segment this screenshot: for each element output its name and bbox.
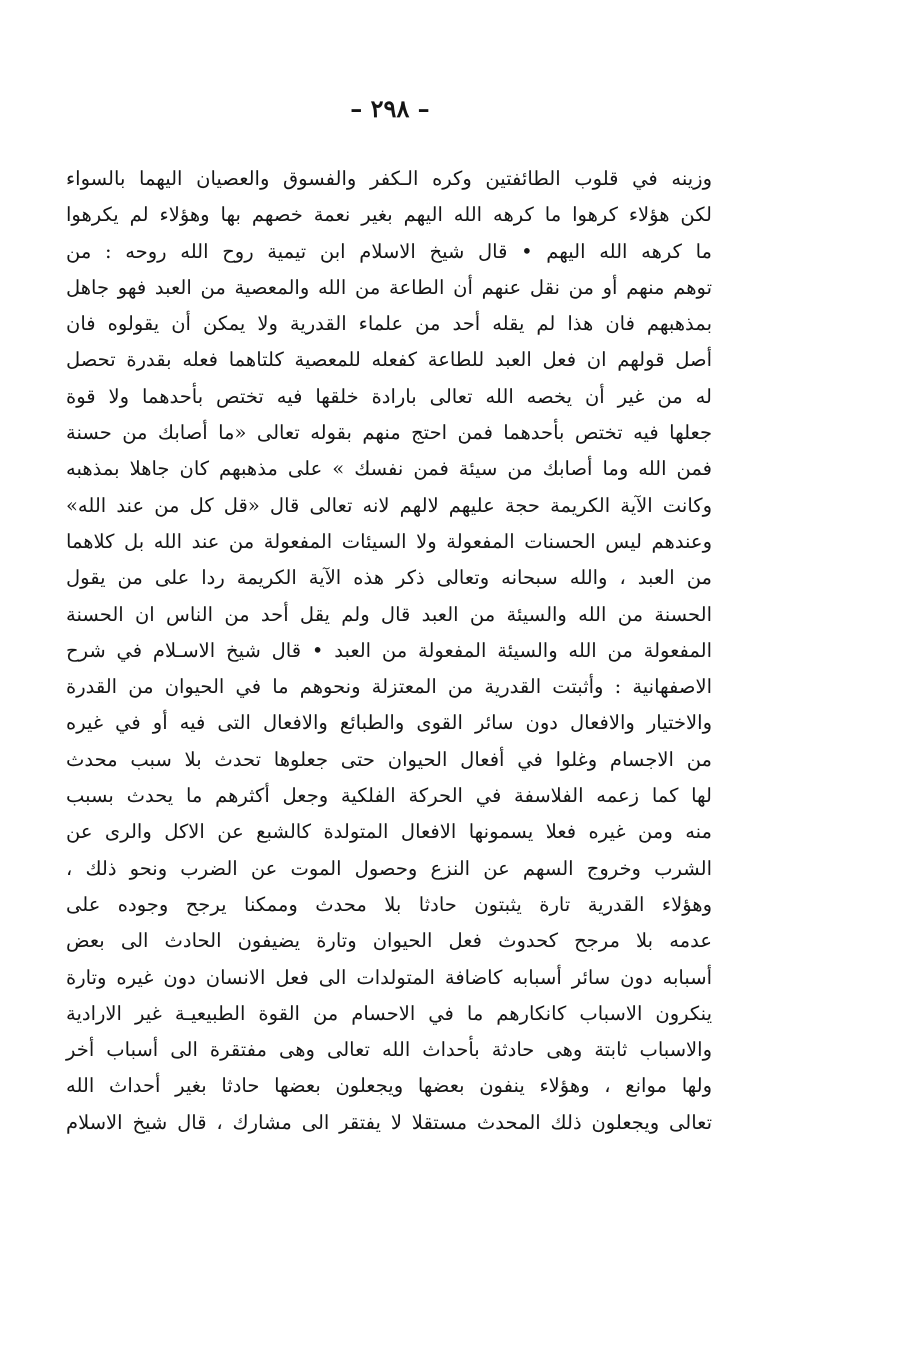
text-line: الشرب وخروج السهم عن النزع وحصول الموت عن الضرب ونحو ذلك ،	[66, 856, 712, 880]
text-line: المفعولة من الله والسيئة المفعولة من العبد • قال شيخ الاسـلام في شرح	[66, 638, 712, 662]
text-line: بمذهبهم فان هذا لم يقله أحد من علماء القدرية ولا يمكن أن يقولوه فان	[66, 312, 712, 336]
text-line: أسبابه دون سائر أسبابه كاضافة المتولدات الى فعل الانسان دون غيره وتارة	[66, 965, 712, 989]
text-line: تعالى ويجعلون ذلك المحدث مستقلا لا يفتقر الى مشارك ، قال شيخ الاسلام	[66, 1110, 712, 1134]
text-line: وكانت الآية الكريمة حجة عليهم لالهم لانه تعالى قال «قل كل من عند الله»	[66, 493, 712, 517]
text-line: الحسنة من الله والسيئة من العبد قال ولم يقل أحد من الناس ان الحسنة	[66, 602, 712, 626]
text-line: أصل قولهم ان فعل العبد للطاعة كفعله للمعصية كلتاهما فعله بقدرة تحصل	[66, 348, 712, 372]
text-line: عدمه بلا مرجح كحدوث فعل الحيوان وتارة يضيفون الحادث الى بعض	[66, 929, 712, 953]
text-line: جعلها فيه تختص بأحدهما فمن احتج منهم بقوله تعالى «ما أصابك من حسنة	[66, 421, 712, 445]
text-line: وعندهم ليس الحسنات المفعولة ولا السيئات المفعولة من عند الله بل كلاهما	[66, 529, 712, 553]
page-number: – ٢٩٨ –	[350, 94, 430, 123]
body-text	[66, 161, 712, 1141]
text-line: لكن هؤلاء كرهوا ما كرهه الله اليهم بغير نعمة خصهم بها وهؤلاء لم يكرهوا	[66, 203, 712, 227]
text-line: له من غير أن يخصه الله تعالى بارادة خلقها فيه تختص بأحدهما ولا قوة	[66, 384, 712, 408]
text-line: والاسباب ثابتة وهى حادثة بأحداث الله تعالى وهى مفتقرة الى أسباب أخر	[66, 1038, 712, 1062]
text-line: فمن الله وما أصابك من سيئة فمن نفسك » على مذهبهم كان جاهلا بمذهبه	[66, 457, 712, 481]
text-line: من العبد ، والله سبحانه وتعالى ذكر هذه الآية الكريمة ردا على من يقول	[66, 566, 712, 590]
text-line: ولها موانع ، وهؤلاء ينفون بعضها ويجعلون بعضها حادثا بغير أحداث الله	[66, 1074, 712, 1098]
text-line: توهم منهم أو من نقل عنهم أن الطاعة من الله والمعصية من العبد فهو جاهل	[66, 275, 712, 299]
text-line: وهؤلاء القدرية تارة يثبتون حادثا بلا محدث وممكنا يرجح وجوده على	[66, 892, 712, 916]
text-line: ما كرهه الله اليهم • قال شيخ الاسلام ابن تيمية روح الله روحه : من	[66, 239, 712, 263]
text-line: من الاجسام وغلوا في أفعال الحيوان حتى جعلوها تحدث بلا سبب محدث	[66, 747, 712, 771]
text-line: ينكرون الاسباب كانكارهم ما في الاحسام من القوة الطبيعيـة غير الارادية	[66, 1001, 712, 1025]
text-line: وزينه في قلوب الطائفتين وكره الـكفر والفسوق والعصيان اليهما بالسواء	[66, 167, 712, 190]
text-line: والاختيار والافعال دون سائر القوى والطبائع والافعال التى فيه أو في غيره	[66, 711, 712, 735]
text-line: لها كما زعمه الفلاسفة في الحركة الفلكية وجعل أكثرهم ما يحدث بسبب	[66, 784, 712, 808]
text-line: منه ومن غيره فعلا يسمونها الافعال المتولدة كالشبع عن الاكل والرى عن	[66, 820, 712, 844]
text-line: الاصفهانية : وأثبتت القدرية من المعتزلة ونحوهم ما في الحيوان من القدرة	[66, 675, 712, 699]
